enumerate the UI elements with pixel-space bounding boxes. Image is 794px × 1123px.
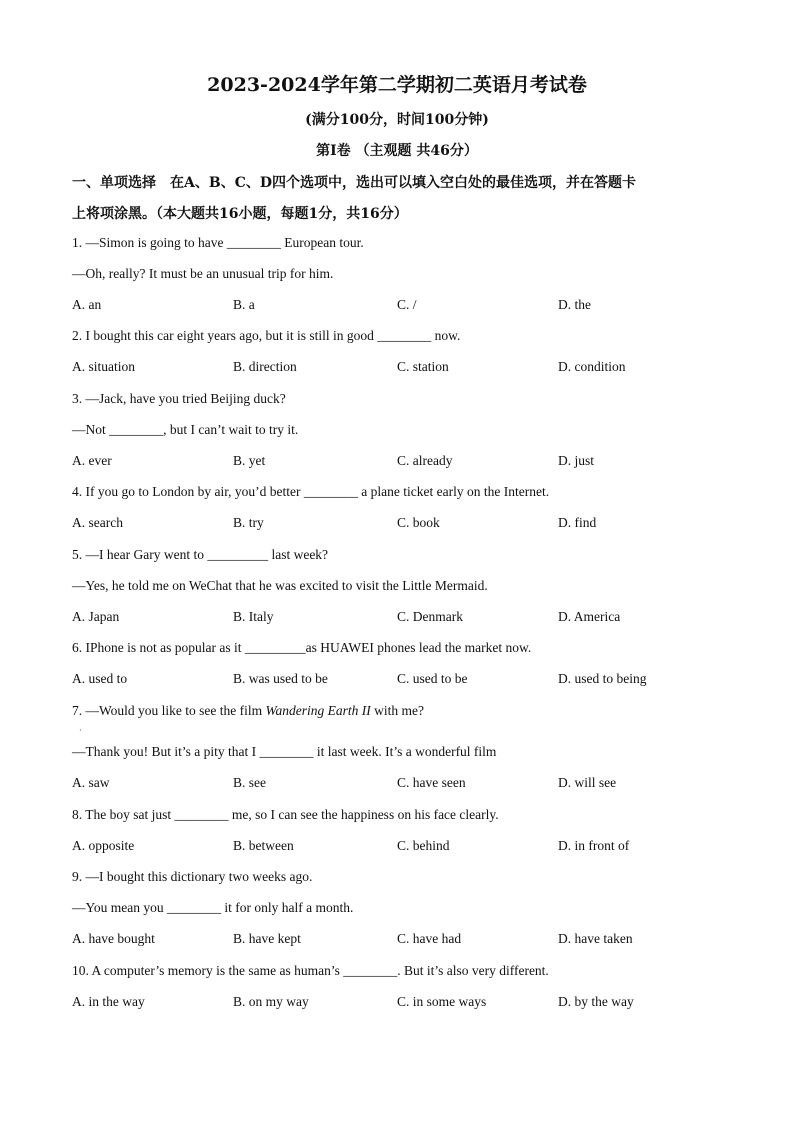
option-d: D. will see xyxy=(558,775,617,790)
stray-mark: · xyxy=(79,726,82,735)
option-a: A. Japan xyxy=(72,609,120,624)
question-9-stem: 9. —I bought this dictionary two weeks ago. xyxy=(72,869,313,884)
option-d: D. the xyxy=(558,297,591,312)
option-b: B. between xyxy=(233,838,294,853)
option-c: C. / xyxy=(397,297,417,312)
option-b: B. direction xyxy=(233,359,297,374)
option-a: A. an xyxy=(72,297,102,312)
exam-subtitle: (满分100分，时间100分钟) xyxy=(305,112,489,128)
question-4-options xyxy=(72,515,772,533)
exam-title: 2023-2024学年第二学期初二英语月考试卷 xyxy=(207,74,587,96)
option-d: D. have taken xyxy=(558,931,633,946)
option-b: B. have kept xyxy=(233,931,301,946)
question-3-stem: 3. —Jack, have you tried Beijing duck? xyxy=(72,391,286,406)
section-heading: 第I卷 （主观题 共46分） xyxy=(316,143,478,159)
question-7-stem-end: with me? xyxy=(370,703,425,718)
question-6-stem: 6. IPhone is not as popular as it _________as HUAWEI phones lead the market now. xyxy=(72,640,532,655)
question-8-options xyxy=(72,838,772,856)
question-9-reply: —You mean you ________ it for only half a month. xyxy=(72,900,354,915)
option-b: B. a xyxy=(233,297,255,312)
option-d: D. find xyxy=(558,515,597,530)
question-7-stem xyxy=(72,703,762,719)
option-a: A. used to xyxy=(72,671,128,686)
option-d: D. by the way xyxy=(558,994,634,1009)
question-2-options xyxy=(72,359,772,377)
question-5-stem: 5. —I hear Gary went to _________ last week? xyxy=(72,547,329,562)
question-2-stem: 2. I bought this car eight years ago, but it is still in good ________ now. xyxy=(72,328,461,343)
option-a: A. situation xyxy=(72,359,135,374)
question-7-options xyxy=(72,775,772,793)
question-7-reply: —Thank you! But it’s a pity that I ________ it last week. It’s a wonderful film xyxy=(72,744,497,759)
option-b: B. see xyxy=(233,775,266,790)
option-a: A. in the way xyxy=(72,994,145,1009)
question-3-reply: —Not ________, but I can’t wait to try it. xyxy=(72,422,299,437)
question-4-stem: 4. If you go to London by air, you’d better ________ a plane ticket early on the Internet. xyxy=(72,484,550,499)
option-c: C. have had xyxy=(397,931,462,946)
option-b: B. Italy xyxy=(233,609,274,624)
option-d: D. in front of xyxy=(558,838,630,853)
option-b: B. on my way xyxy=(233,994,309,1009)
question-8-stem: 8. The boy sat just ________ me, so I can see the happiness on his face clearly. xyxy=(72,807,499,822)
instruction-line-1: 一、单项选择 在A、B、C、D四个选项中，选出可以填入空白处的最佳选项，并在答题卡 xyxy=(72,175,636,191)
question-3-options xyxy=(72,453,772,471)
option-c: C. Denmark xyxy=(397,609,463,624)
option-c: C. station xyxy=(397,359,449,374)
option-c: C. in some ways xyxy=(397,994,487,1009)
option-a: A. have bought xyxy=(72,931,155,946)
question-6-options xyxy=(72,671,772,689)
option-a: A. ever xyxy=(72,453,112,468)
question-7-stem-start: 7. —Would you like to see the film xyxy=(72,703,266,718)
question-1-options xyxy=(72,297,772,315)
option-b: B. try xyxy=(233,515,264,530)
option-d: D. used to being xyxy=(558,671,647,686)
film-title: Wandering Earth II xyxy=(265,703,371,718)
option-a: A. saw xyxy=(72,775,110,790)
question-1-reply: —Oh, really? It must be an unusual trip for him. xyxy=(72,266,334,281)
question-5-reply: —Yes, he told me on WeChat that he was excited to visit the Little Mermaid. xyxy=(72,578,488,593)
question-9-options xyxy=(72,931,772,949)
question-10-options xyxy=(72,994,772,1012)
option-b: B. yet xyxy=(233,453,266,468)
option-b: B. was used to be xyxy=(233,671,328,686)
option-a: A. search xyxy=(72,515,123,530)
question-1-stem: 1. —Simon is going to have ________ European tour. xyxy=(72,235,364,250)
option-c: C. behind xyxy=(397,838,450,853)
question-5-options xyxy=(72,609,772,627)
option-c: C. already xyxy=(397,453,453,468)
option-c: C. book xyxy=(397,515,440,530)
option-d: D. just xyxy=(558,453,595,468)
option-a: A. opposite xyxy=(72,838,135,853)
question-10-stem: 10. A computer’s memory is the same as human’s ________. But it’s also very different. xyxy=(72,963,549,978)
option-d: D. condition xyxy=(558,359,626,374)
option-c: C. have seen xyxy=(397,775,466,790)
option-d: D. America xyxy=(558,609,621,624)
option-c: C. used to be xyxy=(397,671,468,686)
instruction-line-2: 上将项涂黑。（本大题共16小题，每题1分，共16分） xyxy=(72,206,408,222)
